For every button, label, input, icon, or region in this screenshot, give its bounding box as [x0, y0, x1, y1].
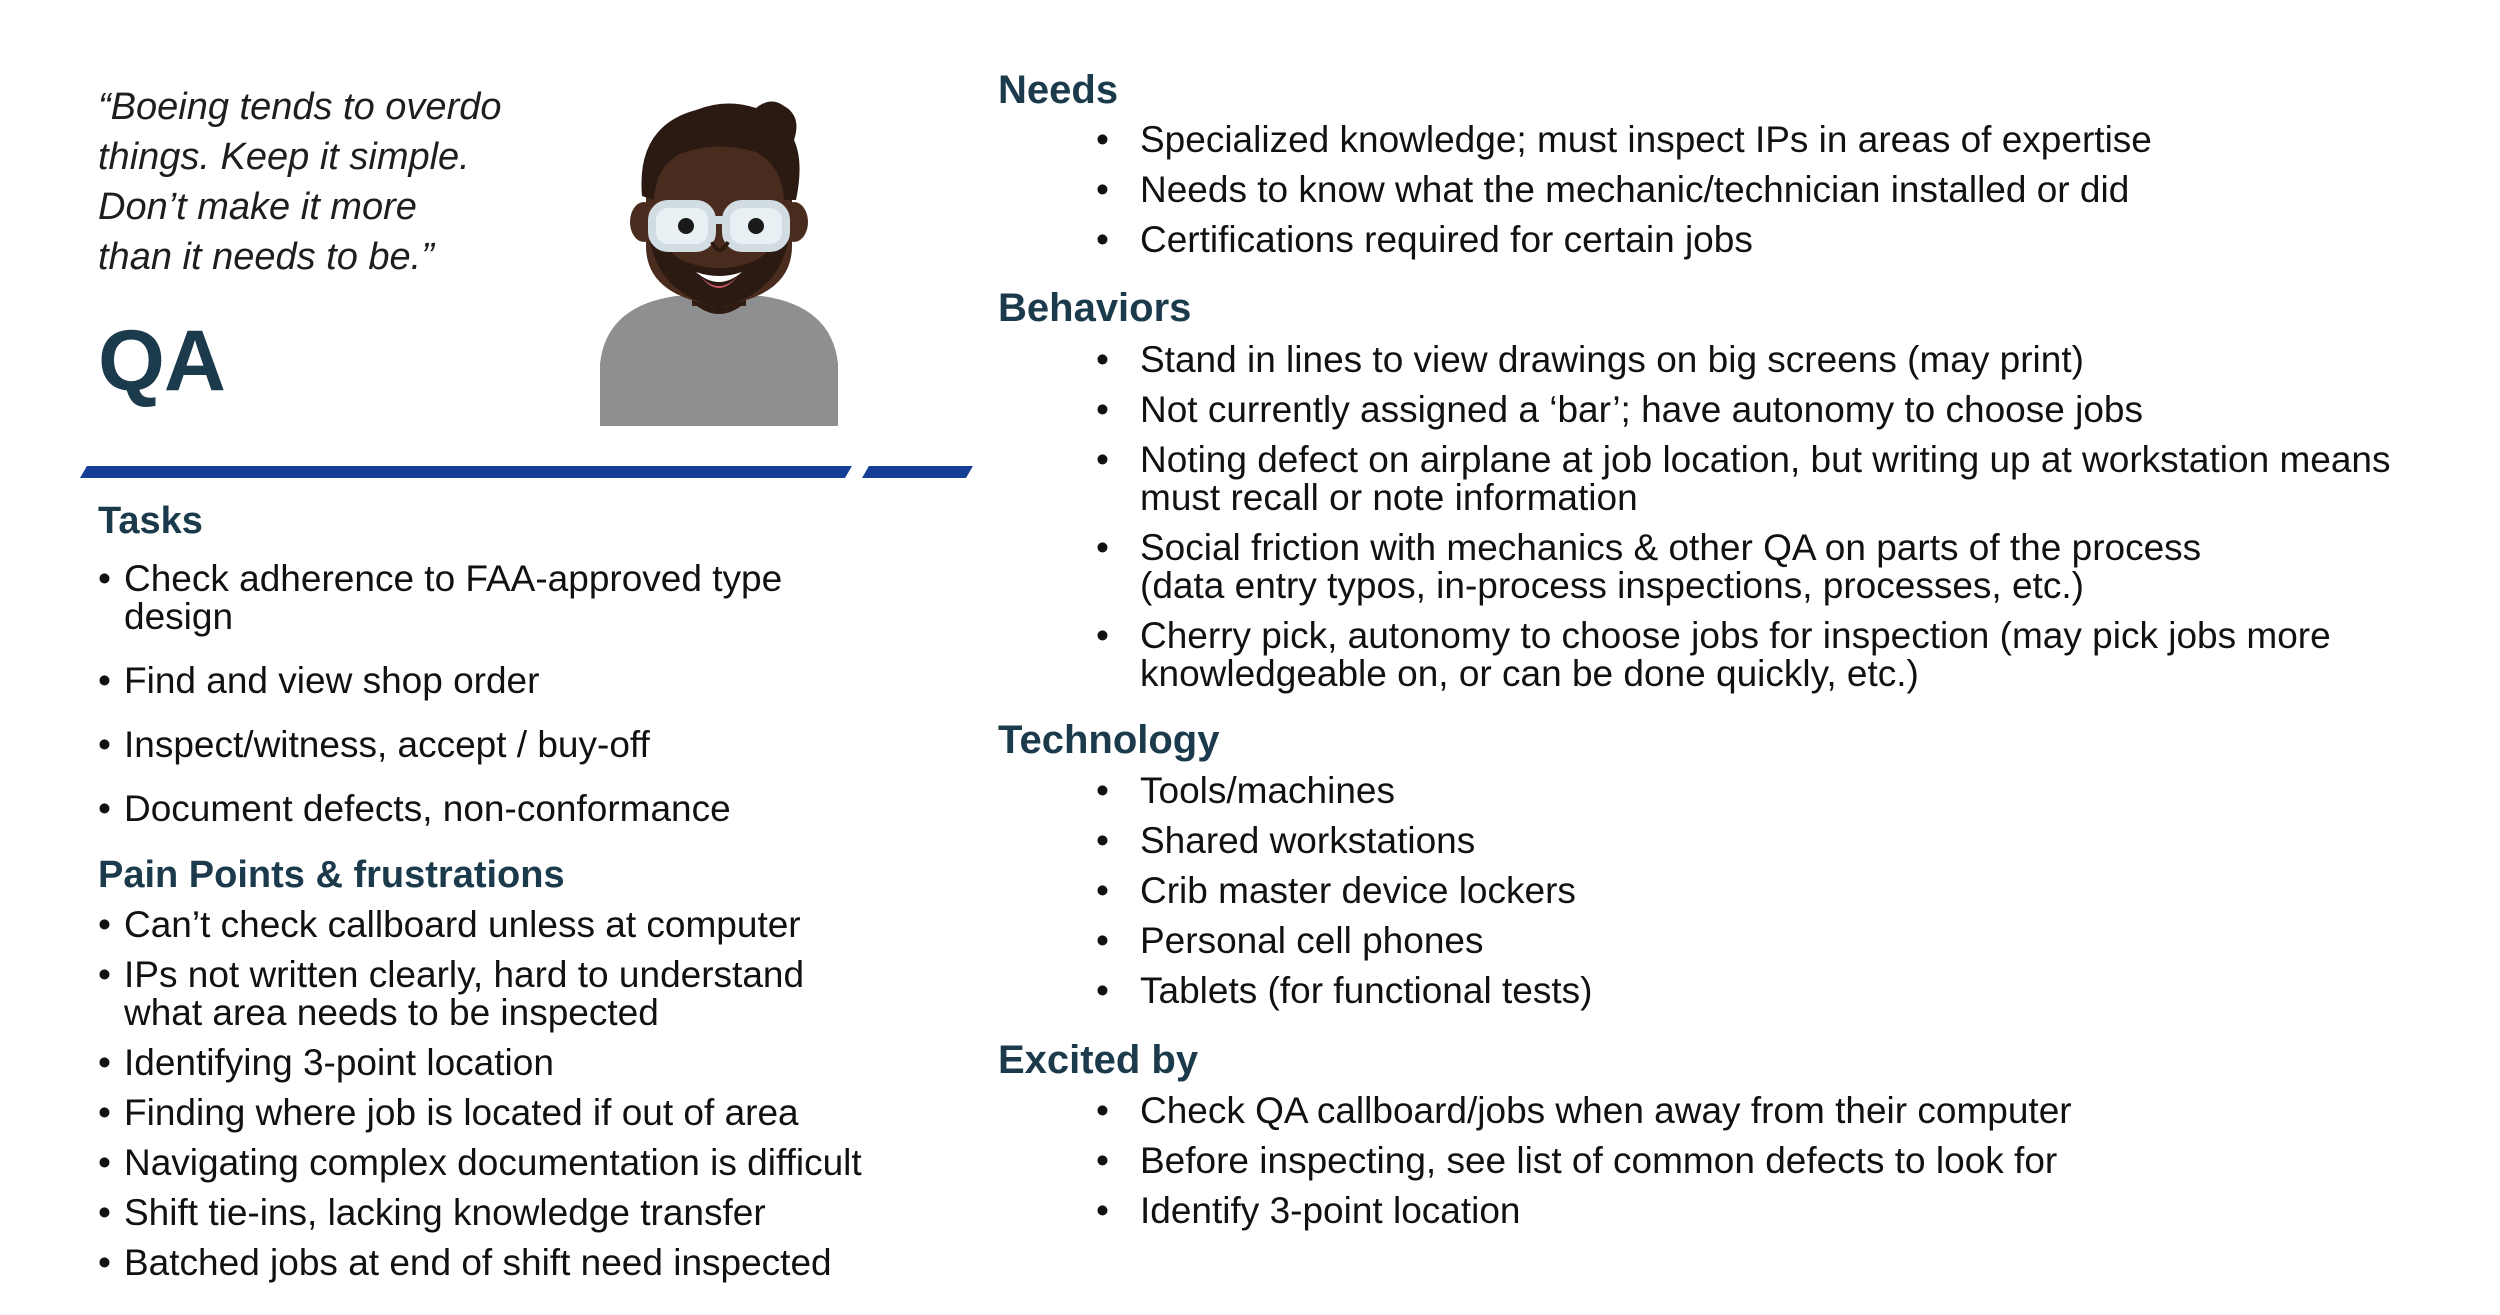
list-item-text: Crib master device lockers — [1140, 870, 1576, 911]
list-item — [1096, 169, 2470, 210]
bullet-icon: • — [1096, 770, 1109, 811]
list-item-text: Social friction with mechanics & other QA on parts of the process — [1140, 527, 2202, 568]
list-item-text: what area needs to be inspected — [124, 992, 659, 1033]
list-item — [98, 560, 898, 636]
list-item-text: Not currently assigned a ‘bar’; have autonomy to choose jobs — [1140, 389, 2143, 430]
bullet-icon: • — [98, 724, 111, 765]
list-item — [98, 790, 898, 828]
bullet-icon: • — [1096, 169, 1109, 210]
list-item-text: IPs not written clearly, hard to understand — [124, 954, 805, 995]
list-item-text: Needs to know what the mechanic/technician installed or did — [1140, 169, 2130, 210]
bullet-icon: • — [1096, 1140, 1109, 1181]
list-item — [98, 726, 898, 764]
bullet-icon: • — [1096, 615, 1109, 656]
bullet-icon: • — [98, 558, 111, 599]
list-item — [98, 1244, 958, 1282]
list-item — [1096, 219, 2470, 260]
list-item — [1096, 615, 2470, 694]
behaviors-heading: Behaviors — [998, 286, 1192, 330]
bullet-icon: • — [98, 1192, 111, 1233]
quote-line: Don’t make it more — [98, 186, 417, 228]
list-item-text: Tools/machines — [1140, 770, 1396, 811]
list-item-text: Check adherence to FAA-approved type — [124, 558, 783, 599]
technology-heading: Technology — [998, 718, 1220, 762]
needs-list — [1096, 119, 2470, 271]
list-item-text: Check QA callboard/jobs when away from their computer — [1140, 1090, 2072, 1131]
bullet-icon: • — [98, 788, 111, 829]
bullet-icon: • — [98, 660, 111, 701]
bullet-icon: • — [1096, 389, 1109, 430]
bullet-icon: • — [1096, 870, 1109, 911]
list-item — [1096, 870, 2470, 911]
role-title: QA — [98, 313, 225, 409]
bullet-icon: • — [98, 1242, 111, 1283]
list-item — [1096, 1140, 2470, 1181]
bullet-icon: • — [1096, 439, 1109, 480]
bullet-icon: • — [1096, 119, 1109, 160]
list-item — [98, 1194, 958, 1232]
bullet-icon: • — [1096, 820, 1109, 861]
list-item-text: Finding where job is located if out of area — [124, 1092, 799, 1133]
list-item-text: must recall or note information — [1140, 477, 1638, 518]
list-item — [1096, 1090, 2470, 1131]
list-item-text: Specialized knowledge; must inspect IPs in areas of expertise — [1140, 119, 2152, 160]
list-item — [1096, 439, 2470, 518]
divider-bar — [80, 466, 852, 478]
bullet-icon: • — [1096, 339, 1109, 380]
list-item — [1096, 920, 2470, 961]
list-item-text: Stand in lines to view drawings on big screens (may print) — [1140, 339, 2084, 380]
list-item — [98, 956, 958, 1032]
list-item — [1096, 970, 2470, 1011]
quote-line: “Boeing tends to overdo — [98, 86, 502, 128]
list-item-text: design — [124, 596, 234, 637]
list-item-text: Personal cell phones — [1140, 920, 1484, 961]
list-item-text: Inspect/witness, accept / buy-off — [124, 724, 650, 765]
list-item — [98, 906, 958, 944]
list-item-text: Identifying 3-point location — [124, 1042, 554, 1083]
list-item — [1096, 389, 2470, 430]
excited-by-heading: Excited by — [998, 1038, 1199, 1082]
persona-avatar-icon — [596, 96, 842, 426]
list-item-text: knowledgeable on, or can be done quickly, etc.) — [1140, 653, 1919, 694]
bullet-icon: • — [1096, 1190, 1109, 1231]
list-item — [1096, 527, 2470, 606]
bullet-icon: • — [1096, 1090, 1109, 1131]
list-item-text: Tablets (for functional tests) — [1140, 970, 1593, 1011]
list-item-text: Can’t check callboard unless at computer — [124, 904, 801, 945]
pain-points-heading: Pain Points & frustrations — [98, 854, 565, 896]
list-item-text: Certifications required for certain jobs — [1140, 219, 1753, 260]
divider-bar-short — [862, 466, 973, 478]
pain-points-list — [98, 906, 958, 1294]
list-item — [1096, 339, 2470, 380]
list-item — [1096, 770, 2470, 811]
list-item — [1096, 820, 2470, 861]
list-item-text: (data entry typos, in-process inspections, processes, etc.) — [1140, 565, 2084, 606]
quote-line: things. Keep it simple. — [98, 136, 470, 178]
bullet-icon: • — [1096, 970, 1109, 1011]
list-item — [1096, 1190, 2470, 1231]
technology-list — [1096, 770, 2470, 1022]
list-item-text: Navigating complex documentation is difficult — [124, 1142, 862, 1183]
bullet-icon: • — [98, 1142, 111, 1183]
tasks-heading: Tasks — [98, 500, 203, 542]
bullet-icon: • — [98, 1042, 111, 1083]
list-item-text: Noting defect on airplane at job location, but writing up at workstation means — [1140, 439, 2391, 480]
list-item-text: Identify 3-point location — [1140, 1190, 1521, 1231]
list-item-text: Find and view shop order — [124, 660, 540, 701]
bullet-icon: • — [1096, 920, 1109, 961]
list-item-text: Shift tie-ins, lacking knowledge transfer — [124, 1192, 766, 1233]
persona-quote — [98, 82, 618, 282]
list-item — [1096, 119, 2470, 160]
list-item-text: Before inspecting, see list of common defects to look for — [1140, 1140, 2058, 1181]
bullet-icon: • — [1096, 219, 1109, 260]
list-item-text: Document defects, non-conformance — [124, 788, 731, 829]
bullet-icon: • — [98, 1092, 111, 1133]
tasks-list — [98, 560, 898, 854]
quote-line: than it needs to be.” — [98, 236, 434, 278]
bullet-icon: • — [1096, 527, 1109, 568]
bullet-icon: • — [98, 954, 111, 995]
bullet-icon: • — [98, 904, 111, 945]
list-item — [98, 1144, 958, 1182]
needs-heading: Needs — [998, 68, 1119, 112]
excited-by-list — [1096, 1090, 2470, 1242]
list-item — [98, 1044, 958, 1082]
list-item-text: Batched jobs at end of shift need inspected — [124, 1242, 832, 1283]
list-item-text: Cherry pick, autonomy to choose jobs for inspection (may pick jobs more — [1140, 615, 2331, 656]
list-item — [98, 1094, 958, 1132]
list-item — [98, 662, 898, 700]
list-item-text: Shared workstations — [1140, 820, 1476, 861]
behaviors-list — [1096, 339, 2470, 705]
